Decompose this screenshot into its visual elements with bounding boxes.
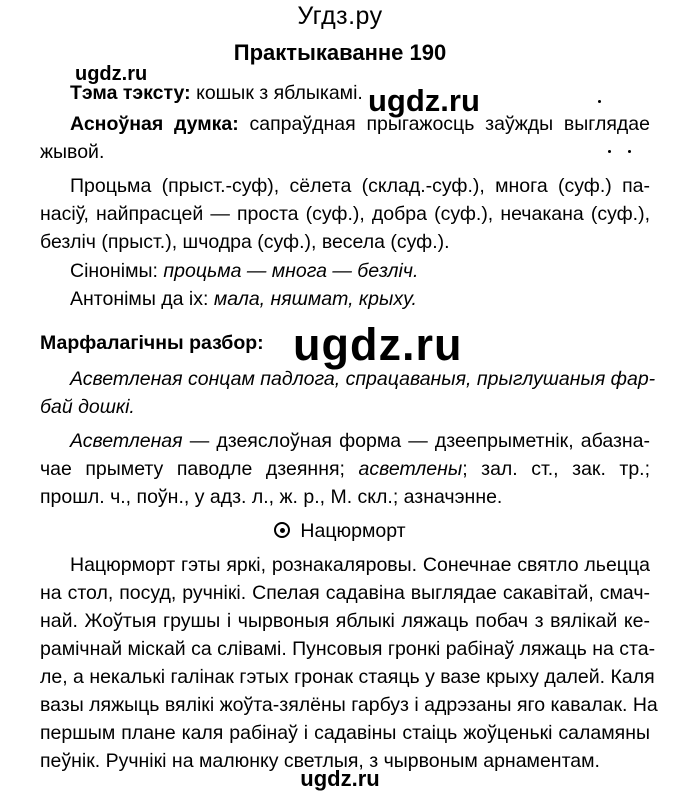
morph-analysis-pre: чае прымету паводле дзеяння; xyxy=(40,458,345,480)
morph-analysis-post: ; зал. ст., зак. тр.; xyxy=(462,458,650,480)
antonyms-line xyxy=(70,286,417,312)
watermark-small: ugdz.ru xyxy=(75,63,148,85)
morph-analysis-word: Асветленая xyxy=(70,430,183,452)
speck-2 xyxy=(608,150,611,153)
watermark-mid: ugdz.ru xyxy=(368,83,480,118)
morph-analysis-2 xyxy=(40,456,650,482)
idea-line-2: жывой. xyxy=(40,141,105,163)
morph-analysis-lemma: асветлены xyxy=(358,458,463,480)
words-line-3: безліч (прыст.), шчодра (суф.), весела (суф.). xyxy=(40,231,450,253)
words-line-2: насіў, найпрасцей — проста (суф.), добра (суф.), нечакана (суф.), xyxy=(40,203,650,225)
idea-label: Асноўная думка: xyxy=(70,113,239,135)
synonyms-line xyxy=(70,258,418,284)
morph-analysis-1 xyxy=(70,428,650,454)
still-life-line-1: Нацюрморт гэты яркі, рознакаляровы. Сонечнае святло льецца xyxy=(70,554,650,576)
still-life-heading xyxy=(0,518,680,544)
still-life-line-4: рамічнай міскай са слівамі. Пунсовыя гронкі рабінаў ляжаць на ста- xyxy=(40,638,656,660)
morph-sentence-2 xyxy=(40,394,135,420)
morph-analysis-rest: — дзеяслоўная форма — дзеепрыметнік, абазна- xyxy=(189,430,651,452)
morph-sentence-1 xyxy=(70,366,656,392)
site-header: Угдз.ру xyxy=(297,2,383,30)
speck-3 xyxy=(628,150,631,153)
target-bullet-icon xyxy=(274,522,290,538)
still-life-line-2: на стол, посуд, ручнікі. Спелая садавіна выглядае сакавітай, смач- xyxy=(40,582,650,604)
still-life-line-6: вазы ляжыць вялікі жоўта-зялёны гарбуз і адрэзаны яго кавалак. На xyxy=(40,694,658,716)
still-life-heading-text: Нацюрморт xyxy=(300,520,406,542)
speck-1 xyxy=(598,100,601,103)
synonyms-text: процьма — многа — безліч. xyxy=(163,260,419,282)
exercise-title: Практыкаванне 190 xyxy=(233,40,447,65)
words-line-1: Процьма (прыст.-суф), сёлета (склад.-суф.), многа (суф.) па- xyxy=(70,175,650,197)
morph-analysis-3: прошл. ч., поўн., у адз. л., ж. р., М. скл.; азначэнне. xyxy=(40,486,503,508)
still-life-line-7: першым плане каля рабінаў і садавіны стаіць жоўценькі саламяны xyxy=(40,722,650,744)
idea-text-1: сапраўдная прыгажосць заўжды выглядае xyxy=(249,113,651,135)
morph-label: Марфалагічны разбор: xyxy=(40,332,264,354)
antonyms-label: Антонімы да іх: xyxy=(70,288,209,310)
morph-sentence-1-text: Асветленая сонцам падлога, спрацаваныя, прыглушаныя фар- xyxy=(70,368,656,390)
still-life-line-3: най. Жоўтыя грушы і чырвоныя яблыкі ляжаць побач з вялікай ке- xyxy=(40,610,650,632)
antonyms-text: мала, няшмат, крыху. xyxy=(213,288,417,310)
watermark-big: ugdz.ru xyxy=(293,319,463,370)
watermark-bottom: ugdz.ru xyxy=(300,766,380,791)
theme-label: Тэма тэксту: xyxy=(70,82,191,104)
still-life-line-8: пеўнік. Ручнікі на малюнку светлыя, з чырвоным арнаментам. xyxy=(40,750,600,772)
theme-line xyxy=(70,80,363,106)
morph-sentence-2-text: бай дошкі. xyxy=(40,396,135,418)
still-life-line-5: ле, а некалькі галінак гэтых гронак стаяць у вазе крыху далей. Каля xyxy=(40,666,655,688)
synonyms-label: Сінонімы: xyxy=(70,260,158,282)
idea-line-1 xyxy=(70,111,650,137)
morph-heading xyxy=(40,330,264,356)
theme-text: кошык з яблыкамі. xyxy=(196,82,363,104)
